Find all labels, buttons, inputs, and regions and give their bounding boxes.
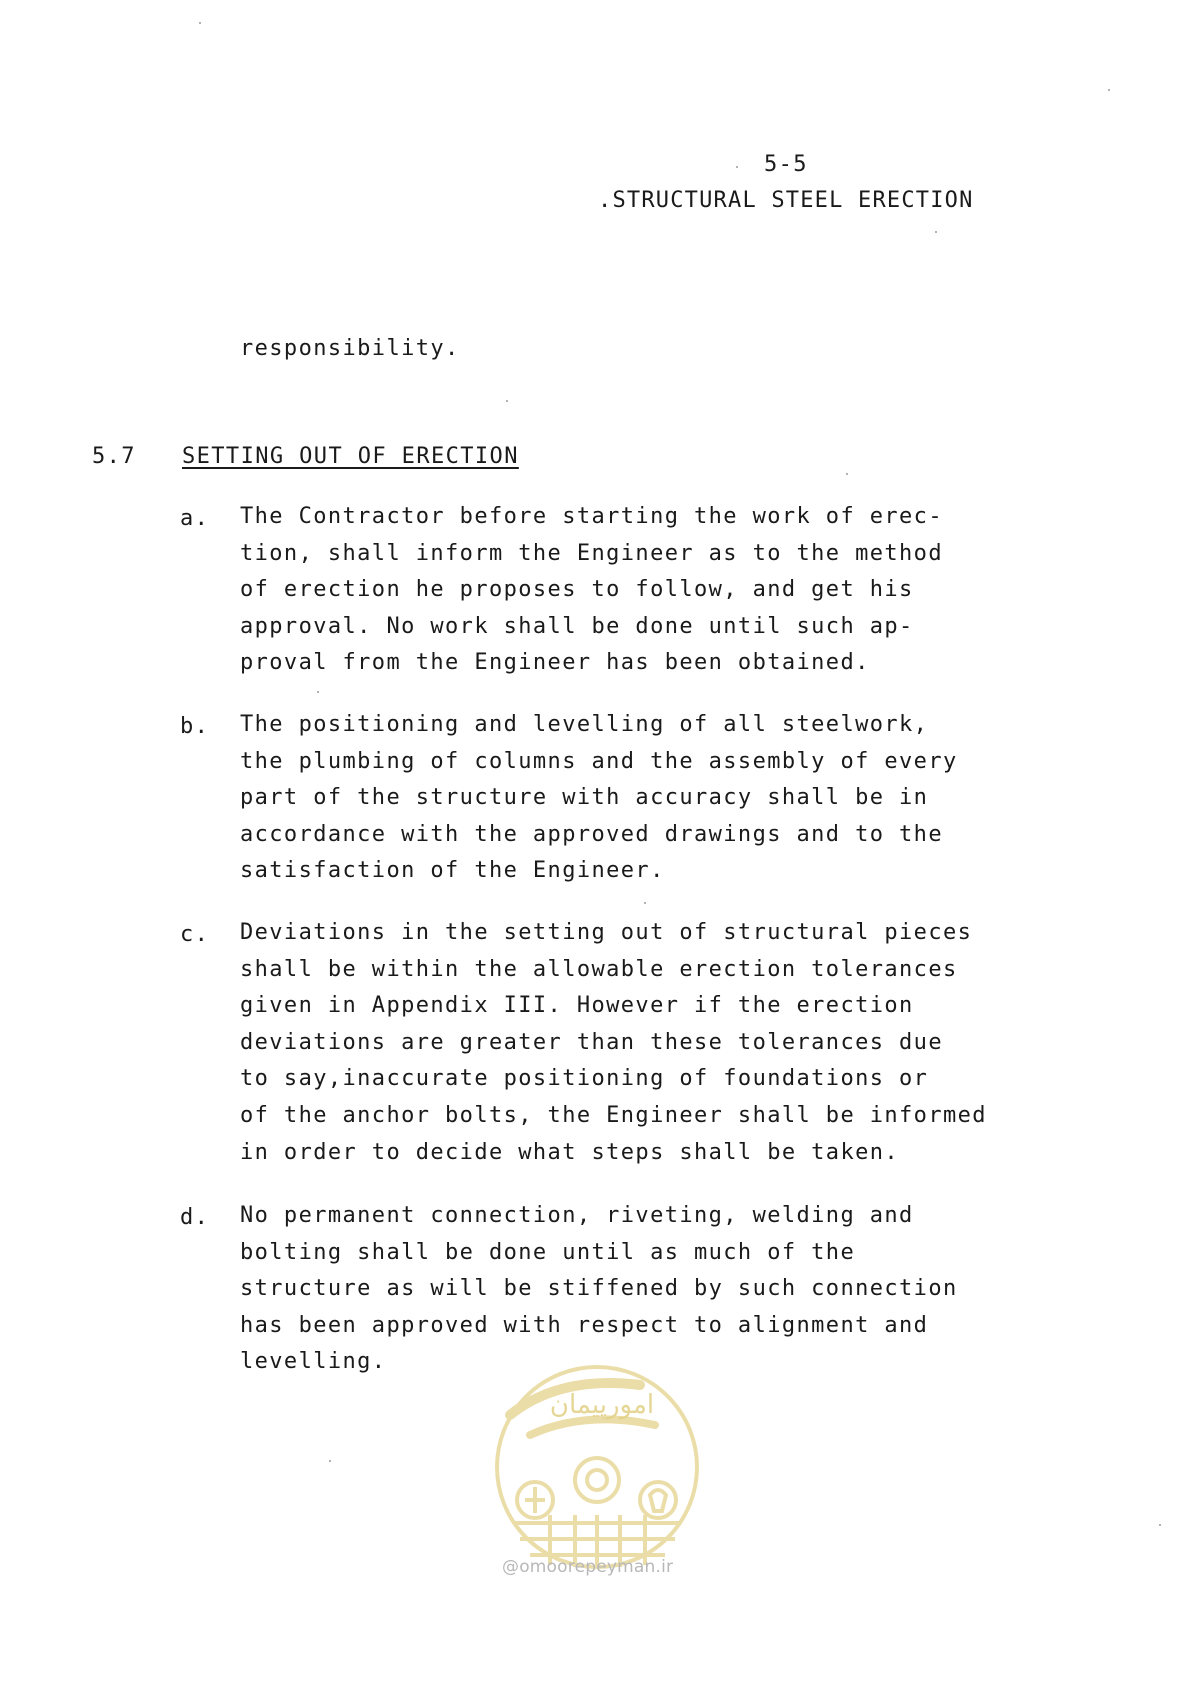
item-letter-a: a. (180, 506, 210, 531)
scan-speck (1159, 1524, 1161, 1526)
svg-text:امورپیمان: امورپیمان (549, 1390, 655, 1420)
scan-speck (199, 22, 201, 24)
item-b-line: accordance with the approved drawings and to the (240, 821, 943, 847)
scan-speck (935, 231, 937, 233)
section-title: SETTING OUT OF ERECTION (182, 444, 519, 469)
item-a-body (240, 499, 1040, 682)
scan-speck (736, 166, 738, 168)
scan-speck (506, 400, 508, 402)
item-c-body (240, 915, 1040, 1171)
item-b-line: part of the structure with accuracy shall be in (240, 785, 929, 811)
item-a-line: The Contractor before starting the work of erec- (240, 504, 943, 529)
watermark-caption: @omoorepeyman.ir (502, 1557, 674, 1577)
item-c-line: deviations are greater than these tolerances due (240, 1029, 943, 1055)
item-d-line: bolting shall be done until as much of the (240, 1239, 856, 1265)
item-a-line: proval from the Engineer has been obtained. (240, 650, 870, 676)
item-b-line: satisfaction of the Engineer. (240, 858, 665, 884)
scan-speck (329, 1460, 331, 1462)
item-d-line: levelling. (240, 1349, 387, 1375)
item-a-line: of erection he proposes to follow, and get his (240, 577, 914, 603)
item-d-body (240, 1198, 1040, 1381)
item-c-line: shall be within the allowable erection tolerances (240, 956, 958, 982)
item-a-line: tion, shall inform the Engineer as to the method (240, 540, 943, 566)
scan-speck (644, 902, 646, 904)
item-a-line: approval. No work shall be done until such ap- (240, 613, 914, 639)
item-d-line: has been approved with respect to alignment and (240, 1312, 929, 1338)
item-letter-c: c. (180, 922, 210, 947)
item-d-line: No permanent connection, riveting, welding and (240, 1203, 914, 1228)
item-c-line: given in Appendix III. However if the erection (240, 993, 914, 1019)
running-header: .STRUCTURAL STEEL ERECTION (598, 188, 974, 213)
section-number: 5.7 (92, 444, 136, 469)
page-number: 5-5 (764, 152, 808, 177)
item-c-line: in order to decide what steps shall be taken. (240, 1139, 900, 1165)
item-c-line: Deviations in the setting out of structural pieces (240, 920, 973, 945)
item-d-line: structure as will be stiffened by such connection (240, 1276, 958, 1302)
scan-speck (1108, 89, 1110, 91)
watermark-logo-icon (490, 1355, 705, 1580)
item-letter-b: b. (180, 714, 210, 739)
item-c-line: to say,inaccurate positioning of foundations or (240, 1066, 929, 1092)
scan-speck (317, 691, 319, 693)
scan-speck (846, 473, 848, 475)
item-b-line: The positioning and levelling of all steelwork, (240, 712, 929, 737)
carry-over-text: responsibility. (240, 336, 460, 361)
item-letter-d: d. (180, 1205, 210, 1230)
item-b-body (240, 707, 1040, 890)
item-b-line: the plumbing of columns and the assembly of every (240, 748, 958, 774)
item-c-line: of the anchor bolts, the Engineer shall be informed (240, 1102, 987, 1128)
